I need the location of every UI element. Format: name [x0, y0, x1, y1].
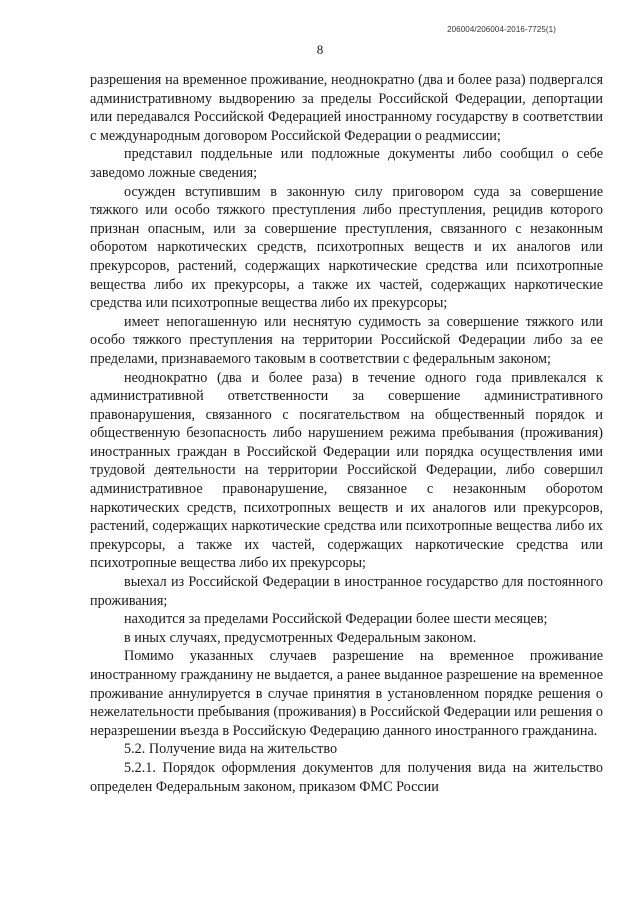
page-number: 8 [316, 42, 324, 57]
paragraph: находится за пределами Российской Федерации более шести месяцев; [124, 611, 548, 628]
paragraph: представил поддельные или подложные документы либо сообщил о себе заведомо ложные сведения; [90, 146, 603, 181]
paragraph: осужден вступившим в законную силу приговором суда за совершение тяжкого или особо тяжкого преступления либо преступления, рецидив которого признан опасным, или за совершение преступления, связанного с незаконным оборотом наркотических средств, психотропных веществ и их аналогов или прекурсоров, растений, содержащих наркотические средства или психотропные вещества либо их прекурсоры, а также их частей, содержащих наркотические средства или психотропные вещества либо их прекурсоры; [90, 183, 603, 312]
paragraph: имеет непогашенную или неснятую судимость за совершение тяжкого или особо тяжкого преступления на территории Российской Федерации либо за ее пределами, признаваемого таковым в соответствии с федеральным законом; [90, 313, 603, 367]
paragraph: Помимо указанных случаев разрешение на временное проживание иностранному гражданину не выдается, а ранее выданное разрешение на временное проживание аннулируется в случае принятия в установленном порядке решения о нежелательности пребывания (проживания) в Российской Федерации или решения о неразрешении въезда в Российскую Федерацию данного иностранного гражданина. [90, 648, 603, 739]
section-heading: 5.2. Получение вида на жительство [124, 741, 338, 758]
document-id: 206004/206004-2016-7725(1) [447, 25, 556, 34]
paragraph: неоднократно (два и более раза) в течение одного года привлекался к административной ответственности за совершение административного правонарушения, связанного с посягательством на общественный порядок и общественную безопасность либо нарушением режима пребывания (проживания) иностранных граждан в Российской Федерации или порядка осуществления ими трудовой деятельности на территории Российской Федерации, либо совершил административное правонарушение, связанное с незаконным оборотом наркотических средств, психотропных веществ и их аналогов или прекурсоров, растений, содержащих наркотические средства или психотропные вещества либо их прекурсоры, а также их частей, содержащих наркотические средства или психотропные вещества либо их прекурсоры; [90, 369, 603, 572]
paragraph: выехал из Российской Федерации в иностранное государство для постоянного проживания; [90, 574, 603, 609]
paragraph: 5.2.1. Порядок оформления документов для получения вида на жительство определен Федеральным законом, приказом ФМС России [90, 759, 603, 795]
document-body [90, 71, 603, 796]
paragraph: в иных случаях, предусмотренных Федеральным законом. [124, 629, 477, 646]
paragraph: разрешения на временное проживание, неоднократно (два и более раза) подвергался административному выдворению за пределы Российской Федерации, депортации или передавался Российской Федерацией иностранному государству в соответствии с международным договором Российской Федерации о реадмиссии; [90, 72, 603, 144]
